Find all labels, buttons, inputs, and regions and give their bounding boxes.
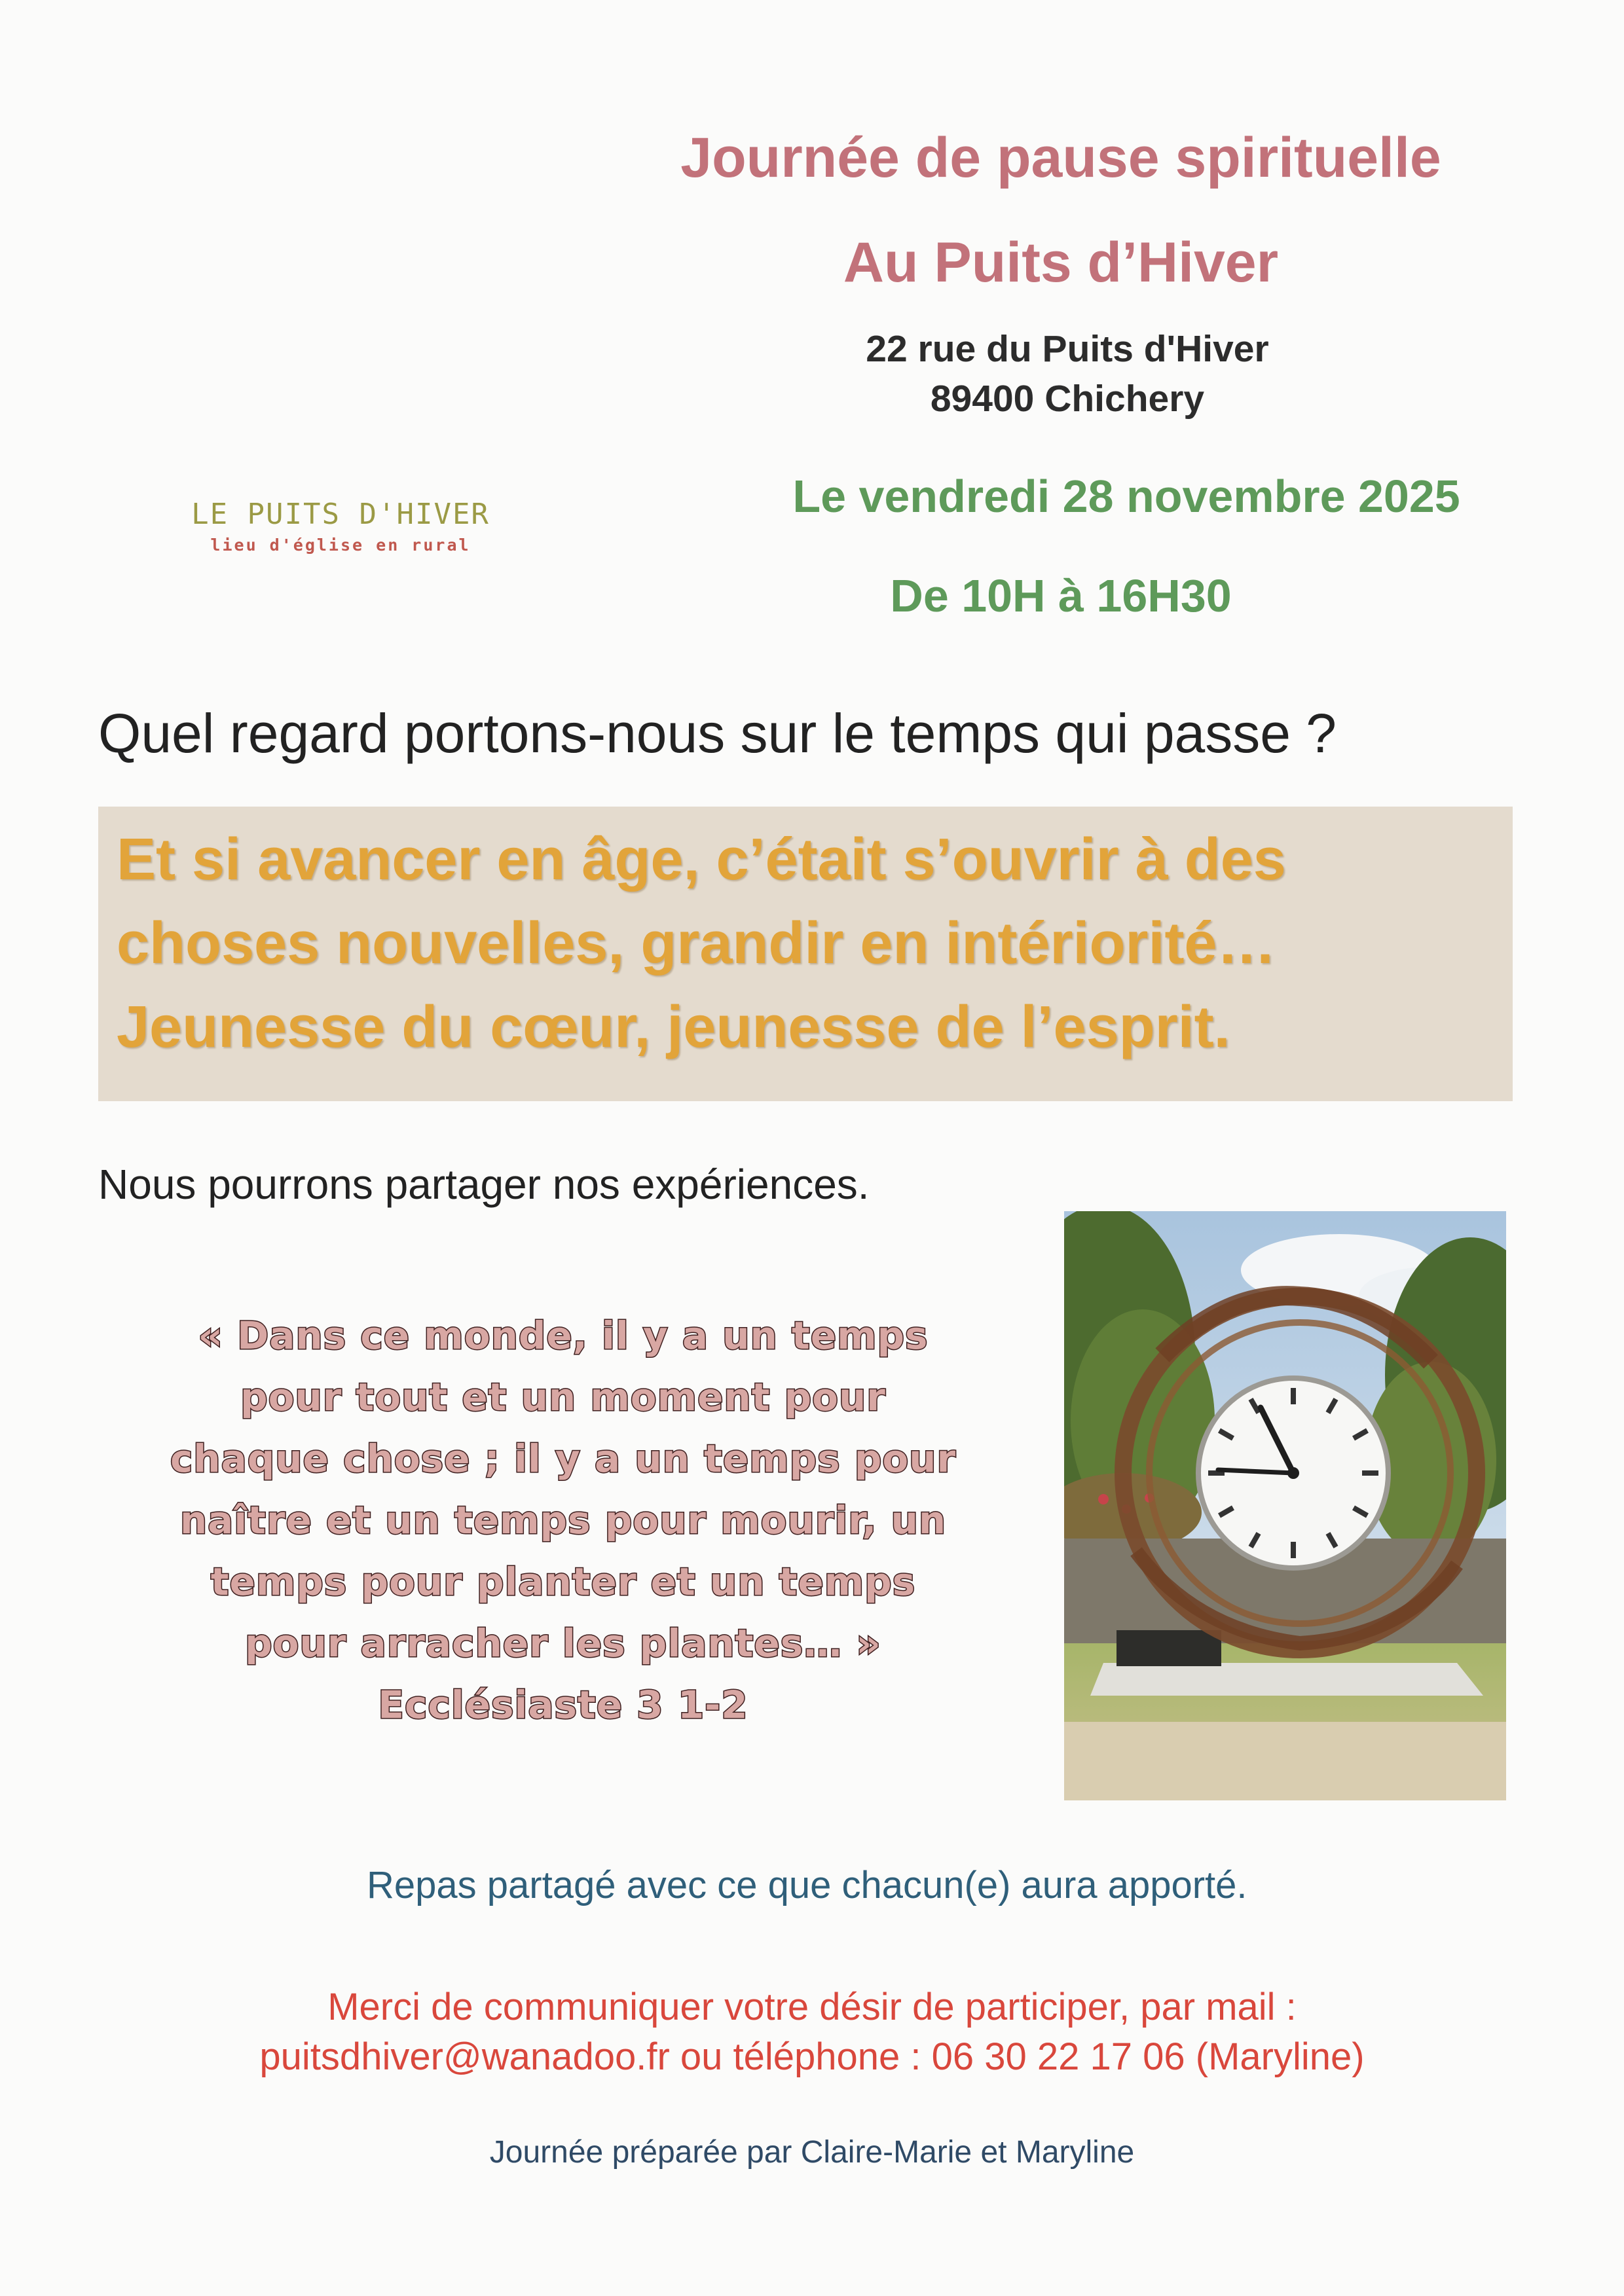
bible-verse-line: chaque chose ; il y a un temps pour xyxy=(170,1436,957,1481)
organizers-credit: Journée préparée par Claire-Marie et Maryline xyxy=(489,2135,1135,2170)
logo-name: LE PUITS D'HIVER xyxy=(191,498,490,531)
event-venue: Au Puits d’Hiver xyxy=(843,231,1279,294)
highlight-line: Jeunesse du cœur, jeunesse de l’esprit. xyxy=(117,994,1230,1060)
event-title: Journée de pause spirituelle xyxy=(680,126,1441,189)
event-date: Le vendredi 28 novembre 2025 xyxy=(792,471,1460,522)
clock-sculpture-photo xyxy=(1064,1211,1506,1800)
theme-question: Quel regard portons-nous sur le temps qui passe ? xyxy=(98,702,1337,764)
address-street: 22 rue du Puits d'Hiver xyxy=(866,328,1269,370)
highlight-line: choses nouvelles, grandir en intériorité… xyxy=(117,911,1276,976)
logo-tagline: lieu d'église en rural xyxy=(210,536,471,555)
highlight-line: Et si avancer en âge, c’était s’ouvrir à des xyxy=(117,827,1286,892)
bible-verse-reference: Ecclésiaste 3 1-2 xyxy=(378,1683,748,1727)
meal-info: Repas partagé avec ce que chacun(e) aura apporté. xyxy=(367,1864,1247,1906)
bible-verse-line: pour tout et un moment pour xyxy=(240,1375,886,1419)
address-city: 89400 Chichery xyxy=(930,378,1205,420)
share-text: Nous pourrons partager nos expériences. xyxy=(98,1161,870,1208)
bible-verse-line: naître et un temps pour mourir, un xyxy=(179,1498,947,1542)
bible-verse-line: temps pour planter et un temps xyxy=(210,1559,916,1604)
event-hours: De 10H à 16H30 xyxy=(890,570,1232,621)
contact-instructions: Merci de communiquer votre désir de participer, par mail : xyxy=(327,1986,1297,2028)
bible-verse-line: pour arracher les plantes… » xyxy=(245,1621,881,1666)
dancing-figures-logo-icon xyxy=(157,105,524,498)
clock-sculpture-image xyxy=(1064,1211,1506,1800)
contact-details: puitsdhiver@wanadoo.fr ou téléphone : 06 30 22 17 06 (Maryline) xyxy=(259,2035,1365,2078)
bible-verse-line: « Dans ce monde, il y a un temps xyxy=(198,1313,929,1358)
